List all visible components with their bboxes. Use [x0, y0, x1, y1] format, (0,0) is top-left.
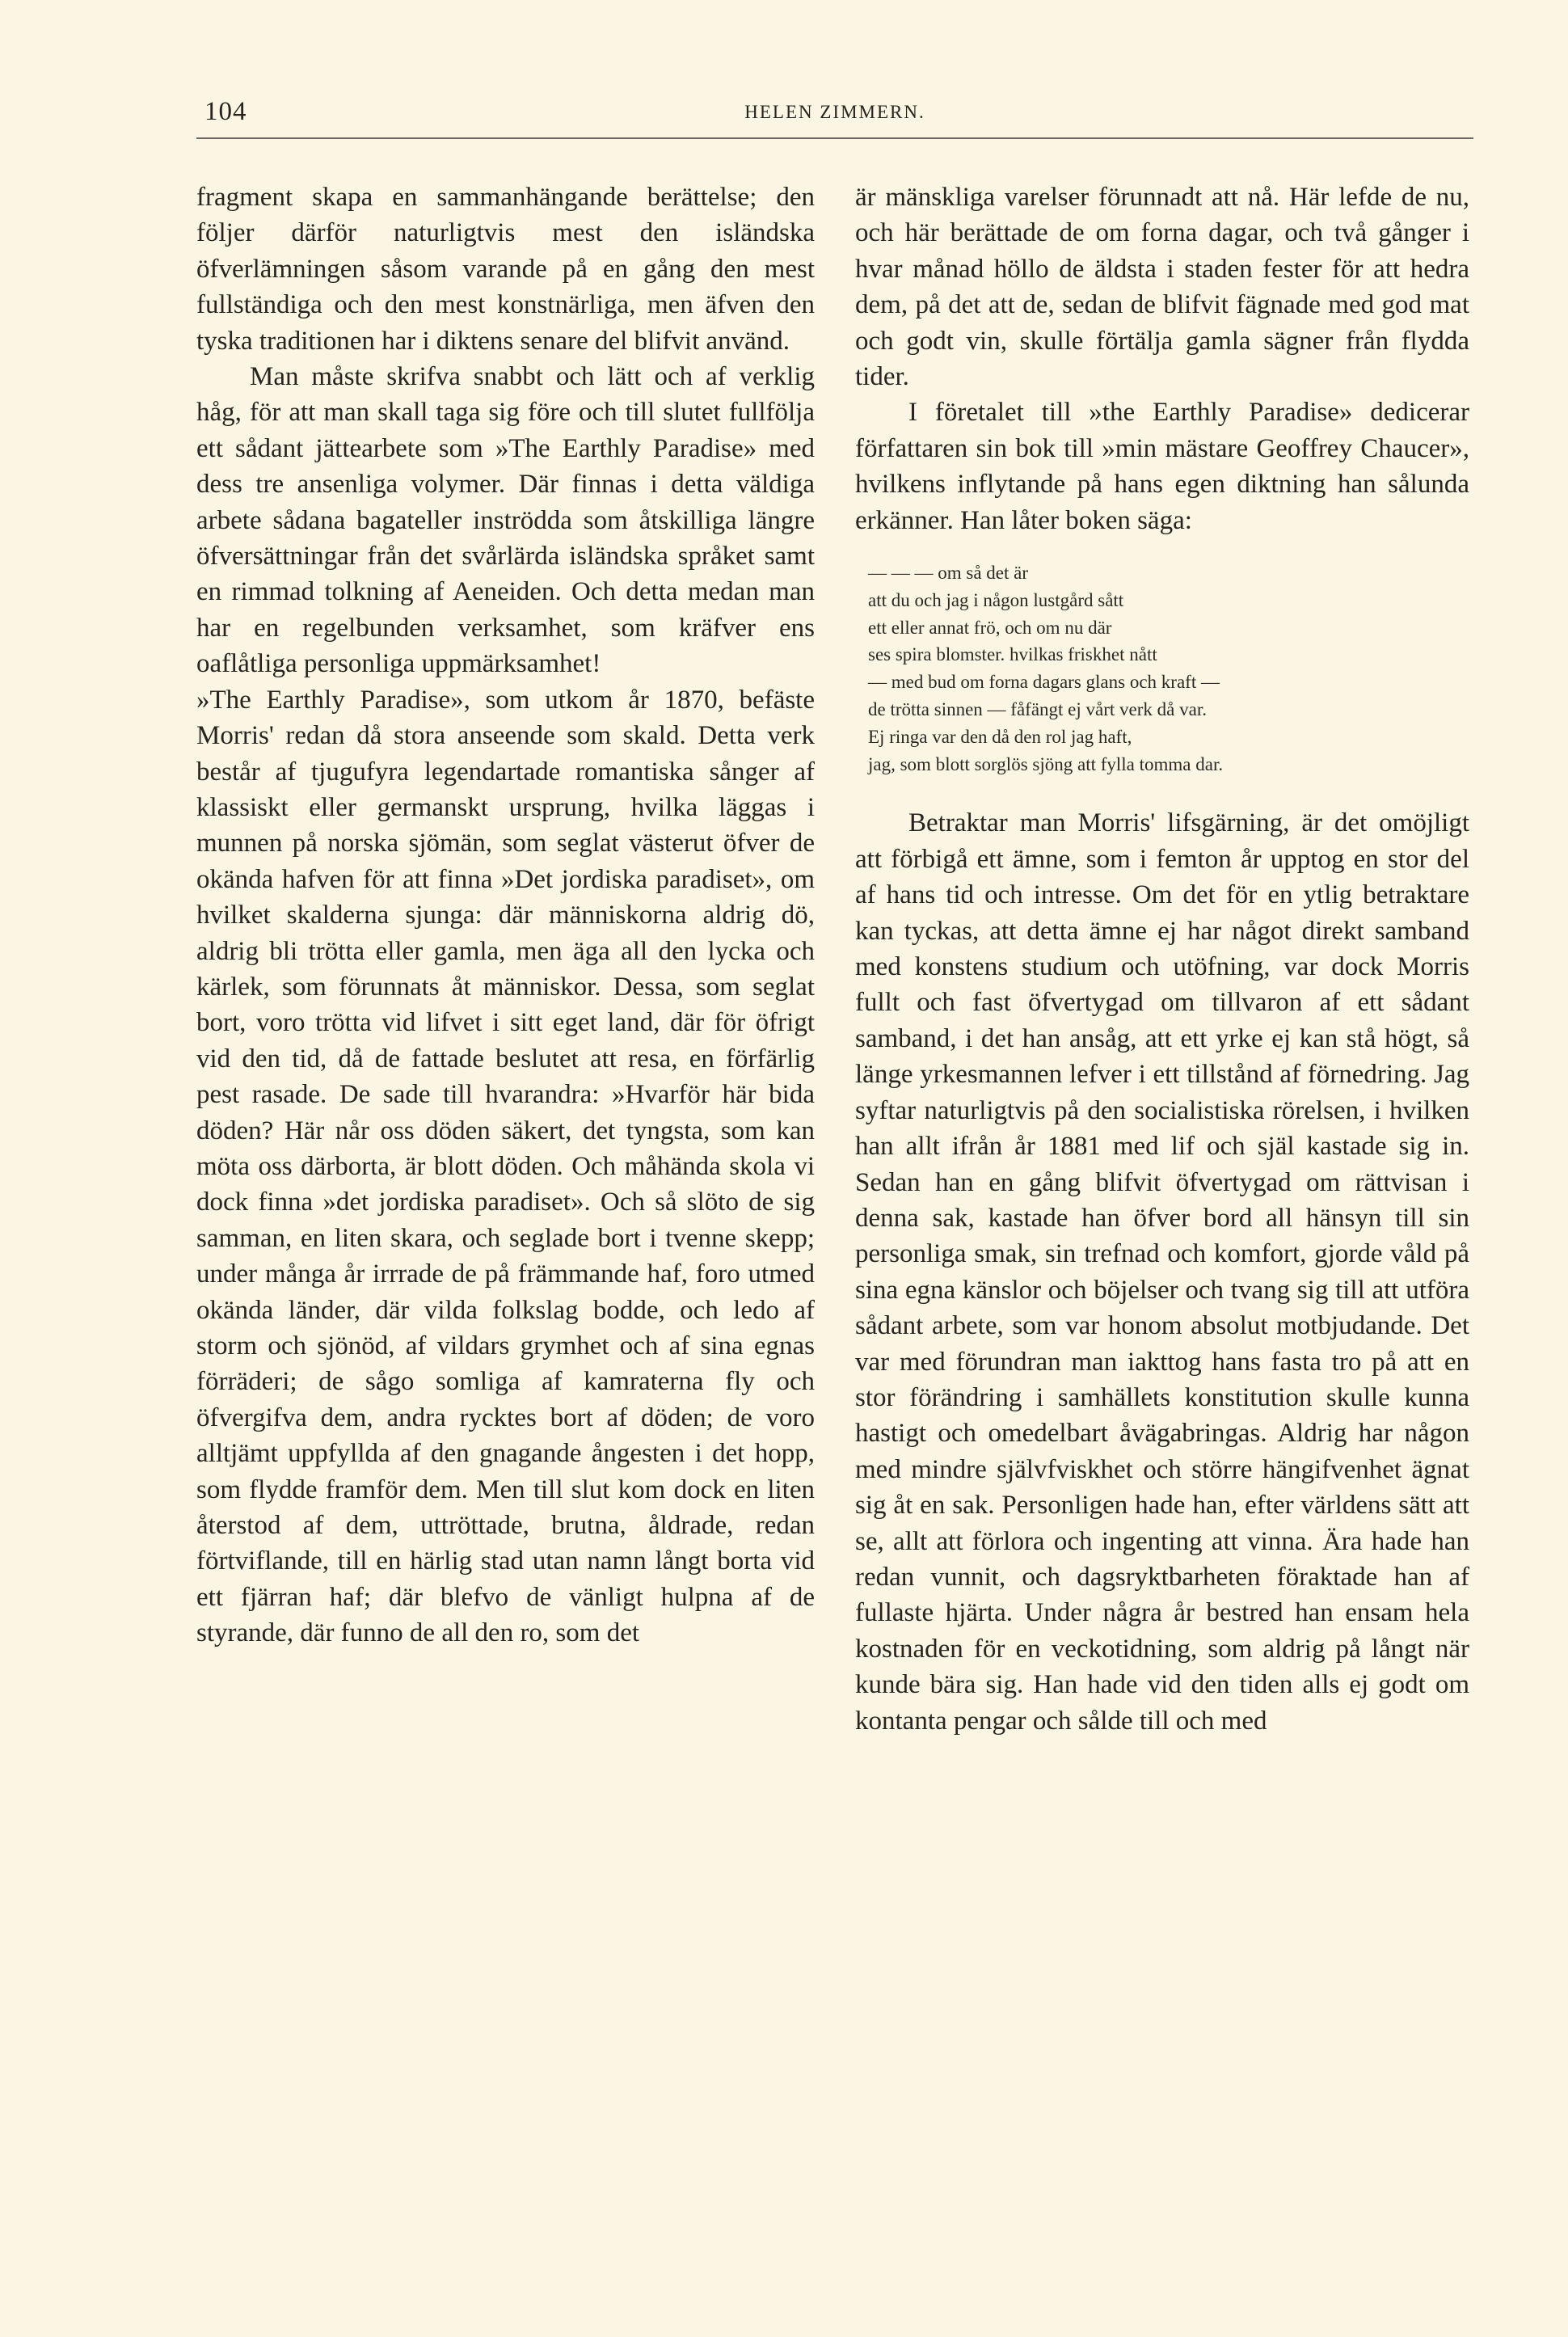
- poem-line: att du och jag i någon lustgård sått: [868, 589, 1124, 610]
- poem-line: Ej ringa var den då den rol jag haft,: [868, 726, 1132, 747]
- poem-line: — — — om så det är: [868, 563, 1029, 584]
- paragraph: fragment skapa en sammanhängande berättelse; den följer därför naturligtvis mest den isländska öfverlämningen såsom varande på en gång den mest fullständiga och den mest konstnärliga, men äfven den tyska traditionen har i diktens senare del blifvit använd.: [196, 183, 815, 356]
- running-head: HELEN ZIMMERN.: [744, 102, 925, 122]
- paragraph: Betraktar man Morris' lifsgärning, är det omöjligt att förbigå ett ämne, som i femton år upptog en stor del af hans tid och intresse. Om det för en ytlig betraktare kan tyckas, att detta ämne ej har något direkt samband med konstens studium och utöfning, var dock Morris fullt och fast öfvertygad om tillvaron af ett sådant samband, i det han ansåg, att ett yrke ej kan stå högt, så länge yrkesmannen lefver i ett tillstånd af förnedring. Jag syftar naturligtvis på den socialistiska rörelsen, i hvilken han allt ifrån år 1881 med lif och själ kastade sig in. Sedan han en gång blifvit öfvertygad om rättvisan i denna sak, kastade han öfver bord all hänsyn till sin personliga smak, sin trefnad och komfort, gjorde våld på sina egna känslor och böjelser och tvang sig till att utföra sådant arbete, som var honom absolut motbjudande. Det var med förundran man iakttog hans fasta tro på att en stor förändring i samhällets konstitution skulle kunna hastigt och omedelbart åvägabringas. Aldrig har någon med mindre självfviskhet och större hängifvenhet ägnat sig åt en sak. Personligen hade han, efter världens sätt att se, allt att förlora och ingenting att vinna. Ära hade han redan vunnit, och dagsryktbarheten föraktade han af fullaste hjärta. Under några år bestred han ensam hela kostnaden för en veckotidning, som aldrig på långt när kunde bära sig. Han hade vid den tiden alls ej godt om kontanta pengar och sålde till och med: [855, 808, 1469, 1736]
- poem-line: — med bud om forna dagars glans och kraft —: [868, 672, 1220, 693]
- page-header: [196, 97, 1473, 139]
- paragraph: Man måste skrifva snabbt och lätt och af verklig håg, för att man skall taga sig före och till slutet fullfölja ett sådant jättearbete som »The Earthly Paradise» med dess tre ansenliga volymer. Där finnas i detta väldiga arbete sådana bagateller inströdda som åtskilliga längre öfversättningar från det svårlärda isländska språket samt en rimmad tolkning af Aeneiden. Och detta medan man har en regelbunden verksamhet, som kräfver ens oaflåtliga personliga uppmärksamhet!: [196, 362, 815, 679]
- poem-line: ses spira blomster. hvilkas friskhet nått: [868, 644, 1157, 665]
- page-number: 104: [204, 97, 247, 126]
- paragraph: är mänskliga varelser förunnadt att nå. Här lefde de nu, och här berättade de om forna dagar, och två gånger i hvar månad höllo de äldsta i staden fester för att hedra dem, på det att de, sedan de blifvit fägnade med god mat och godt vin, skulle förtälja gamla sägner från flydda tider.: [855, 183, 1469, 392]
- right-column: [855, 179, 1469, 1739]
- paragraph: I företalet till »the Earthly Paradise» dedicerar författaren sin bok till »min mästare Geoffrey Chaucer», hvilkens inflytande på hans egen diktning han sålunda erkänner. Han låter boken säga:: [855, 398, 1469, 535]
- left-column: [196, 179, 815, 1652]
- poem-line: de trötta sinnen — fåfängt ej vårt verk då var.: [868, 699, 1207, 720]
- paragraph: »The Earthly Paradise», som utkom år 1870, befäste Morris' redan då stora anseende som skald. Detta verk består af tjugufyra legendartade romantiska sånger af klassiskt eller germanskt ursprung, hvilka läggas i munnen på norska sjömän, som seglat västerut öfver de okända hafven för att finna »Det jordiska paradiset», om hvilket skalderna sjunga: där människorna aldrig dö, aldrig bli trötta eller gamla, men äga all den lycka och kärlek, som förunnats åt människor. Dessa, som seglat bort, voro trötta vid lifvet i sitt eget land, där för öfrigt vid den tid, då de fattade beslutet att resa, en förfärlig pest rasade. De sade till hvarandra: »Hvarför här bida döden? Här når oss döden säkert, det tyngsta, som kan möta oss därborta, är blott döden. Och måhända skola vi dock finna »det jordiska paradiset». Och så slöto de sig samman, en liten skara, och seglade bort i tvenne skepp; under många år irrrade de på främmande haf, foro utmed okända länder, där vilda folkslag bodde, och ledo af storm och sjönöd, af vildars grymhet och af sina egnas förräderi; de sågo somliga af kamraterna fly och öfvergifva dem, andra rycktes bort af döden; de voro alltjämt uppfyllda af den gnagande ångesten i det hopp, som flydde framför dem. Men till slut kom dock en liten återstod af dem, uttröttade, brutna, åldrade, redan förtviflande, till en härlig stad utan namn långt borta vid ett fjärran haf; där blefvo de vänligt hulpna af de styrande, där funno de all den ro, som det: [196, 685, 815, 1648]
- poem-line: ett eller annat frö, och om nu där: [868, 617, 1112, 638]
- poem-quote: [868, 559, 1469, 778]
- poem-line: jag, som blott sorglös sjöng att fylla tomma dar.: [868, 753, 1224, 774]
